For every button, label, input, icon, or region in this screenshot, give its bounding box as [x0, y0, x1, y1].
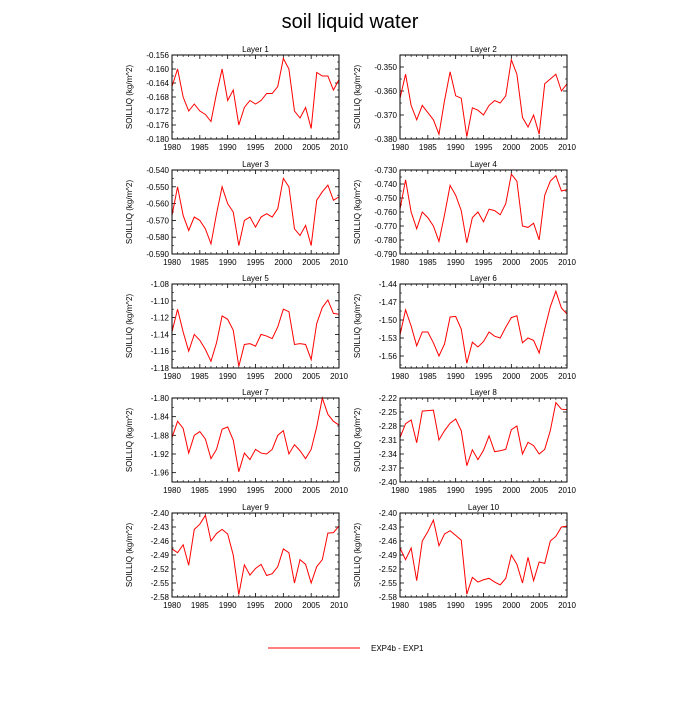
- x-tick-label: 1995: [474, 601, 493, 610]
- y-tick-label: -0.780: [374, 236, 397, 245]
- panel-title: Layer 7: [242, 388, 269, 397]
- x-tick-label: 1980: [391, 143, 409, 152]
- y-tick-label: -0.370: [374, 111, 397, 120]
- x-tick-label: 2005: [530, 601, 549, 610]
- x-tick-label: 2000: [502, 258, 521, 267]
- y-tick-label: -2.34: [378, 450, 397, 459]
- y-tick-label: -0.750: [374, 194, 397, 203]
- x-tick-label: 1995: [246, 486, 265, 495]
- x-tick-label: 2000: [274, 143, 293, 152]
- y-tick-label: -0.730: [374, 166, 397, 175]
- panel-title: Layer 8: [470, 388, 497, 397]
- x-tick-label: 2005: [302, 372, 321, 381]
- y-tick-label: -2.25: [378, 408, 397, 417]
- x-tick-label: 2010: [558, 601, 576, 610]
- y-tick-label: -2.37: [378, 464, 397, 473]
- y-tick-label: -0.168: [146, 93, 169, 102]
- y-tick-label: -2.40: [378, 478, 397, 487]
- y-tick-label: -0.176: [146, 121, 169, 130]
- panel-title: Layer 6: [470, 274, 497, 283]
- y-axis-label: SOILLIQ (kg/m^2): [125, 179, 134, 245]
- y-tick-label: -0.380: [374, 135, 397, 144]
- x-tick-label: 1985: [418, 143, 437, 152]
- x-tick-label: 1990: [218, 143, 237, 152]
- x-tick-label: 1985: [190, 143, 209, 152]
- y-tick-label: -0.580: [146, 233, 169, 243]
- x-tick-label: 1985: [418, 486, 437, 495]
- y-tick-label: -0.550: [146, 182, 169, 192]
- y-tick-label: -0.172: [146, 107, 169, 116]
- x-tick-label: 1990: [446, 143, 465, 152]
- x-tick-label: 1990: [218, 601, 237, 610]
- x-tick-label: 2010: [558, 372, 576, 381]
- y-tick-label: -2.55: [150, 579, 169, 588]
- x-tick-label: 2010: [558, 258, 576, 267]
- x-tick-label: 1980: [163, 143, 181, 152]
- x-tick-label: 1995: [474, 486, 493, 495]
- x-tick-label: 2005: [302, 143, 321, 152]
- x-tick-label: 1990: [446, 372, 465, 381]
- x-tick-label: 1980: [391, 601, 409, 610]
- x-tick-label: 2000: [502, 143, 521, 152]
- x-tick-label: 1980: [163, 258, 181, 267]
- figure-title: soil liquid water: [281, 11, 419, 33]
- x-tick-label: 1990: [218, 372, 237, 381]
- y-axis-label: SOILLIQ (kg/m^2): [125, 64, 134, 130]
- x-tick-label: 2005: [530, 372, 549, 381]
- x-tick-label: 2010: [330, 143, 348, 152]
- x-tick-label: 1985: [190, 258, 209, 267]
- x-tick-label: 1980: [163, 486, 181, 495]
- panel-title: Layer 3: [242, 160, 269, 169]
- panel-title: Layer 9: [242, 503, 269, 512]
- y-tick-label: -1.16: [150, 347, 169, 357]
- x-tick-label: 1995: [246, 258, 265, 267]
- y-tick-label: -1.08: [150, 280, 169, 289]
- y-tick-label: -0.156: [146, 51, 169, 60]
- y-axis-label: SOILLIQ (kg/m^2): [125, 407, 134, 473]
- y-tick-label: -0.570: [146, 216, 169, 226]
- x-tick-label: 1980: [391, 372, 409, 381]
- y-tick-label: -2.43: [378, 523, 397, 532]
- y-tick-label: -0.160: [146, 65, 169, 74]
- y-tick-label: -0.540: [146, 166, 169, 175]
- panel-title: Layer 4: [470, 160, 497, 169]
- y-tick-label: -2.58: [150, 593, 169, 602]
- y-tick-label: -1.10: [150, 296, 169, 306]
- y-tick-label: -2.52: [378, 565, 397, 574]
- y-axis-label: SOILLIQ (kg/m^2): [125, 522, 134, 588]
- y-tick-label: -2.40: [150, 509, 169, 518]
- x-tick-label: 1985: [190, 486, 209, 495]
- y-tick-label: -2.46: [378, 537, 397, 546]
- x-tick-label: 2000: [274, 486, 293, 495]
- y-tick-label: -2.49: [378, 551, 397, 560]
- y-tick-label: -1.44: [378, 280, 397, 289]
- y-tick-label: -1.56: [378, 352, 397, 361]
- panel-title: Layer 5: [242, 274, 269, 283]
- x-tick-label: 1980: [163, 601, 181, 610]
- y-tick-label: -2.46: [150, 537, 169, 546]
- y-axis-label: SOILLIQ (kg/m^2): [353, 293, 362, 359]
- x-tick-label: 1995: [474, 258, 493, 267]
- x-tick-label: 2010: [330, 372, 348, 381]
- x-tick-label: 2000: [274, 601, 293, 610]
- y-tick-label: -1.96: [150, 468, 169, 478]
- y-axis-label: SOILLIQ (kg/m^2): [353, 64, 362, 130]
- panel-title: Layer 2: [470, 45, 497, 54]
- x-tick-label: 1990: [218, 258, 237, 267]
- x-tick-label: 2000: [502, 601, 521, 610]
- x-tick-label: 2010: [558, 143, 576, 152]
- x-tick-label: 2010: [330, 601, 348, 610]
- x-tick-label: 1985: [190, 601, 209, 610]
- x-tick-label: 1995: [474, 372, 493, 381]
- x-tick-label: 1980: [163, 372, 181, 381]
- x-tick-label: 2000: [502, 372, 521, 381]
- y-tick-label: -0.760: [374, 208, 397, 217]
- x-tick-label: 2000: [274, 372, 293, 381]
- x-tick-label: 2005: [302, 601, 321, 610]
- x-tick-label: 2005: [530, 486, 549, 495]
- x-tick-label: 1985: [418, 601, 437, 610]
- y-axis-label: SOILLIQ (kg/m^2): [125, 293, 134, 359]
- x-tick-label: 2005: [302, 258, 321, 267]
- y-tick-label: -2.58: [378, 593, 397, 602]
- y-tick-label: -1.53: [378, 334, 397, 343]
- x-tick-label: 1995: [246, 601, 265, 610]
- x-tick-label: 1980: [391, 486, 409, 495]
- y-tick-label: -0.770: [374, 222, 397, 231]
- x-tick-label: 1990: [446, 486, 465, 495]
- y-tick-label: -1.92: [150, 450, 169, 459]
- x-tick-label: 1995: [474, 143, 493, 152]
- y-tick-label: -2.49: [150, 551, 169, 560]
- x-tick-label: 2010: [330, 486, 348, 495]
- y-tick-label: -1.88: [150, 431, 169, 441]
- x-tick-label: 2000: [502, 486, 521, 495]
- y-tick-label: -1.80: [150, 394, 169, 403]
- y-tick-label: -2.31: [378, 436, 397, 445]
- y-axis-label: SOILLIQ (kg/m^2): [353, 407, 362, 473]
- x-tick-label: 1990: [446, 601, 465, 610]
- x-tick-label: 2005: [530, 258, 549, 267]
- y-tick-label: -2.43: [150, 523, 169, 532]
- y-tick-label: -0.350: [374, 63, 397, 72]
- y-tick-label: -1.12: [150, 313, 169, 323]
- y-tick-label: -0.164: [146, 79, 169, 88]
- y-tick-label: -1.14: [150, 330, 169, 340]
- x-tick-label: 1995: [246, 372, 265, 381]
- panel-title: Layer 1: [242, 45, 269, 54]
- y-tick-label: -2.28: [378, 422, 397, 431]
- y-tick-label: -0.560: [146, 199, 169, 209]
- x-tick-label: 1990: [446, 258, 465, 267]
- x-tick-label: 2000: [274, 258, 293, 267]
- x-tick-label: 2005: [530, 143, 549, 152]
- y-tick-label: -1.84: [150, 412, 169, 422]
- y-tick-label: -2.40: [378, 509, 397, 518]
- x-tick-label: 1990: [218, 486, 237, 495]
- x-tick-label: 2010: [330, 258, 348, 267]
- x-tick-label: 2005: [302, 486, 321, 495]
- y-tick-label: -0.740: [374, 180, 397, 189]
- x-tick-label: 1980: [391, 258, 409, 267]
- y-axis-label: SOILLIQ (kg/m^2): [353, 179, 362, 245]
- panel-title: Layer 10: [467, 503, 500, 512]
- y-tick-label: -0.180: [146, 135, 169, 144]
- x-tick-label: 2010: [558, 486, 576, 495]
- x-tick-label: 1995: [246, 143, 265, 152]
- y-tick-label: -0.790: [374, 250, 397, 259]
- y-tick-label: -2.55: [378, 579, 397, 588]
- x-tick-label: 1985: [418, 372, 437, 381]
- y-tick-label: -0.590: [146, 250, 169, 259]
- y-tick-label: -2.22: [378, 394, 397, 403]
- y-tick-label: -1.47: [378, 298, 397, 307]
- x-tick-label: 1985: [418, 258, 437, 267]
- y-tick-label: -1.18: [150, 364, 169, 373]
- y-tick-label: -0.360: [374, 87, 397, 96]
- legend-label: EXP4b - EXP1: [371, 644, 424, 653]
- y-tick-label: -2.52: [150, 565, 169, 574]
- y-tick-label: -1.50: [378, 316, 397, 325]
- x-tick-label: 1985: [190, 372, 209, 381]
- y-axis-label: SOILLIQ (kg/m^2): [353, 522, 362, 588]
